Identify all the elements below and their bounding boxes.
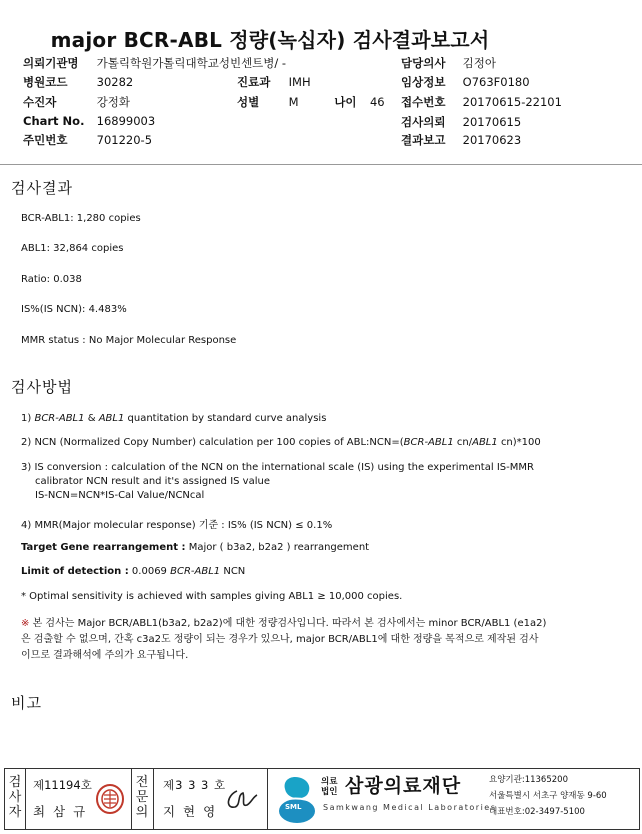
receipt-value: 20170615-22101 <box>462 95 562 109</box>
hospital-code-value: 30282 <box>96 75 134 89</box>
org-address: 서울특별시 서초구 양재동 9-60 <box>489 791 607 801</box>
chart-value: 16899003 <box>96 114 156 128</box>
hospital-code-row <box>23 74 133 90</box>
doctor-label: 담당의사 <box>401 56 446 70</box>
method-1-rest: quantitation by standard curve analysis <box>127 413 327 424</box>
patient-label: 수진자 <box>23 95 57 109</box>
sex-row <box>237 94 385 110</box>
caution-note-line-2: 은 검출할 수 없으며, 간혹 c3a2도 정량이 되는 경우가 있으나, major BCR/ABL1에 대한 정량을 목적으로 제작된 검사 <box>21 634 539 645</box>
report-date-row <box>401 132 521 148</box>
method-2-mid: cn/ <box>456 437 473 448</box>
caution-note-line-1 <box>21 614 546 629</box>
dept-label: 진료과 <box>237 75 271 89</box>
tester-label-cell <box>5 769 26 829</box>
lod-gene: BCR-ABL1 <box>170 566 221 577</box>
receipt-label: 접수번호 <box>401 95 446 109</box>
org-prefix: 의료 법인 <box>321 777 338 797</box>
chart-label: Chart No. <box>23 114 85 128</box>
report-date-value: 20170623 <box>462 133 522 147</box>
org-institution-code: 요양기관:11365200 <box>489 775 568 785</box>
org-english-name: Samkwang Medical Laboratories <box>323 803 497 812</box>
optimal-sensitivity-note: * Optimal sensitivity is achieved with samples giving ABL1 ≥ 10,000 copies. <box>21 591 403 602</box>
patient-row <box>23 94 130 110</box>
result-bcr-abl1: BCR-ABL1: 1,280 copies <box>21 213 141 224</box>
hospital-code-label: 병원코드 <box>23 75 68 89</box>
sml-logo-icon <box>273 773 321 825</box>
chart-row <box>23 114 155 128</box>
lod-number: 0.0069 <box>131 566 167 577</box>
method-item-3-line-3: IS-NCN=NCN*IS-Cal Value/NCNcal <box>35 490 205 501</box>
method-item-4: 4) MMR(Major molecular response) 기준 : IS% (IS NCN) ≤ 0.1% <box>21 520 333 531</box>
target-gene-row <box>21 542 369 553</box>
lod-label: Limit of detection : <box>21 566 129 577</box>
sex-value: M <box>288 95 299 109</box>
method-item-2 <box>21 437 541 448</box>
signature-icon <box>223 785 261 815</box>
request-row <box>401 114 521 130</box>
organization-block <box>271 771 637 827</box>
method-2-post: cn)*100 <box>500 437 541 448</box>
result-abl1: ABL1: 32,864 copies <box>21 243 124 254</box>
pathologist-license: 제3 3 3 호 <box>163 778 227 792</box>
age-value: 46 <box>369 95 385 109</box>
tester-license: 제11194호 <box>33 778 92 792</box>
target-gene-label: Target Gene rearrangement : <box>21 542 186 553</box>
result-mmr-status: MMR status : No Major Molecular Response <box>21 335 237 346</box>
header-divider <box>0 164 642 165</box>
report-footer <box>4 768 640 830</box>
caution-note-line-3: 이므로 결과해석에 주의가 요구됩니다. <box>21 650 189 661</box>
method-1-num: 1) <box>21 413 32 424</box>
method-2-pre: 2) NCN (Normalized Copy Number) calculation per 100 copies of ABL:NCN=( <box>21 437 404 448</box>
doctor-value: 김정아 <box>462 56 496 70</box>
official-seal-icon <box>95 783 125 815</box>
remarks-heading: 비고 <box>11 694 42 712</box>
sex-label: 성별 <box>237 95 260 109</box>
clinical-row <box>401 74 530 90</box>
clinical-label: 임상정보 <box>401 75 446 89</box>
method-2-gene-a: BCR-ABL1 <box>403 437 454 448</box>
tester-name: 최 삼 규 <box>33 804 88 819</box>
request-label: 검사의뢰 <box>401 115 446 129</box>
ssn-label: 주민번호 <box>23 133 68 147</box>
institution-row <box>23 55 286 71</box>
sml-logo-text: SML <box>285 803 302 811</box>
org-name: 삼광의료재단 <box>345 775 462 797</box>
tester-label: 검 사 자 <box>8 775 22 820</box>
tester-cell <box>25 769 132 829</box>
dept-row <box>237 74 311 90</box>
institution-value: 가톨릭학원가톨릭대학교성빈센트병/ - <box>96 56 287 70</box>
institution-label: 의뢰기관명 <box>23 56 79 70</box>
patient-value: 강정화 <box>96 95 130 109</box>
method-2-gene-b: ABL1 <box>472 437 498 448</box>
age-label: 나이 <box>334 95 357 109</box>
results-heading: 검사결과 <box>11 179 73 197</box>
pathologist-label: 전 문 의 <box>135 775 149 820</box>
method-item-1 <box>21 413 326 424</box>
report-title: major BCR-ABL 정량(녹십자) 검사결과보고서 <box>50 28 490 52</box>
target-gene-value: Major ( b3a2, b2a2 ) rearrangement <box>188 542 370 553</box>
caution-note-text-1: 본 검사는 Major BCR/ABL1(b3a2, b2a2)에 대한 정량검사입니다. 따라서 본 검사에서는 minor BCR/ABL1 (e1a2) <box>32 618 547 629</box>
limit-of-detection-row <box>21 566 245 577</box>
method-1-gene-a: BCR-ABL1 <box>34 413 85 424</box>
receipt-row <box>401 94 562 110</box>
pathologist-name: 지 현 영 <box>163 804 218 819</box>
doctor-row <box>401 55 496 71</box>
dept-value: IMH <box>288 75 311 89</box>
result-is-percent: IS%(IS NCN): 4.483% <box>21 304 127 315</box>
result-ratio: Ratio: 0.038 <box>21 274 82 285</box>
pathologist-label-cell <box>131 769 154 829</box>
reference-mark-icon: ※ <box>21 618 30 629</box>
ssn-row <box>23 132 152 148</box>
request-value: 20170615 <box>462 115 522 129</box>
lod-unit: NCN <box>223 566 246 577</box>
method-heading: 검사방법 <box>11 378 73 396</box>
method-item-3-line-1: 3) IS conversion : calculation of the NCN on the international scale (IS) using the experimental IS-MMR <box>21 462 534 473</box>
method-1-gene-b: ABL1 <box>98 413 125 424</box>
report-date-label: 결과보고 <box>401 133 446 147</box>
org-phone: 대표번호:02-3497-5100 <box>489 807 585 817</box>
method-item-3-line-2: calibrator NCN result and it's assigned IS value <box>35 476 270 487</box>
pathologist-cell <box>153 769 268 829</box>
method-1-amp: & <box>87 413 96 424</box>
clinical-value: O763F0180 <box>462 75 530 89</box>
ssn-value: 701220-5 <box>96 133 153 147</box>
